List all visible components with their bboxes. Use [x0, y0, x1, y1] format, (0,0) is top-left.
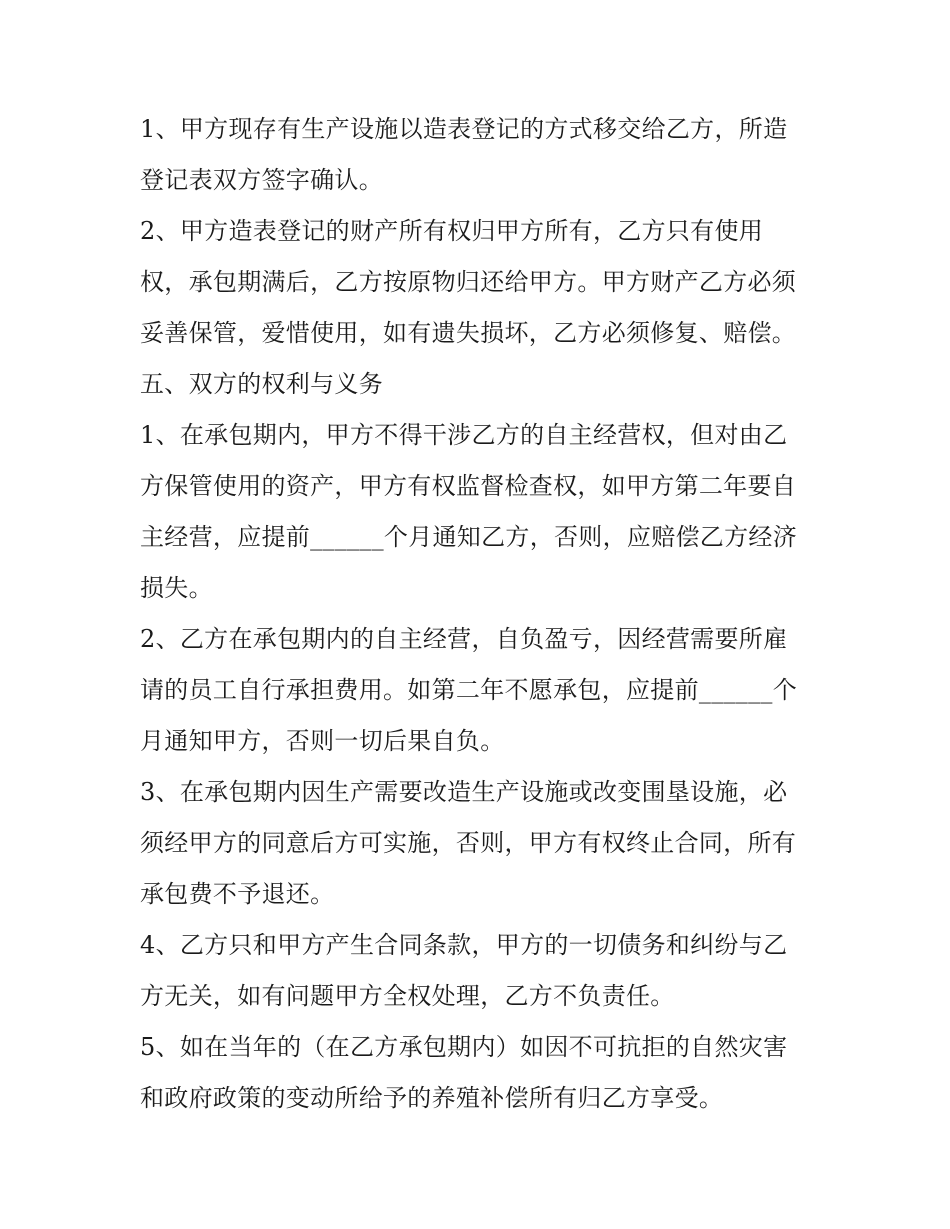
text-line: 登记表双方签字确认。 [140, 166, 383, 194]
text-line: 1、在承包期内，甲方不得干涉乙方的自主经营权，但对由乙 [140, 421, 788, 449]
text-line: 请的员工自行承担费用。如第二年不愿承包，应提前______个 [140, 676, 797, 704]
text-line: 月通知甲方，否则一切后果自负。 [140, 727, 505, 755]
text-line: 承包费不予退还。 [140, 880, 335, 908]
section-heading: 五、双方的权利与义务 [140, 370, 383, 398]
text-line: 妥善保管，爱惜使用，如有遗失损坏，乙方必须修复、赔偿。 [140, 319, 797, 347]
text-line: 方保管使用的资产，甲方有权监督检查权，如甲方第二年要自 [140, 472, 797, 500]
text-line: 4、乙方只和甲方产生合同条款，甲方的一切债务和纠纷与乙 [140, 931, 788, 959]
text-line: 3、在承包期内因生产需要改造生产设施或改变围垦设施，必 [140, 778, 788, 806]
text-line: 损失。 [140, 574, 213, 602]
text-line: 和政府政策的变动所给予的养殖补偿所有归乙方享受。 [140, 1084, 724, 1112]
text-line: 2、甲方造表登记的财产所有权归甲方所有，乙方只有使用 [140, 217, 764, 245]
text-line: 须经甲方的同意后方可实施，否则，甲方有权终止合同，所有 [140, 829, 797, 857]
text-line: 权，承包期满后，乙方按原物归还给甲方。甲方财产乙方必须 [140, 268, 797, 296]
text-line: 主经营，应提前______个月通知乙方，否则，应赔偿乙方经济 [140, 523, 797, 551]
document-body [140, 104, 830, 1124]
text-line: 2、乙方在承包期内的自主经营，自负盈亏，因经营需要所雇 [140, 625, 788, 653]
text-line: 方无关，如有问题甲方全权处理，乙方不负责任。 [140, 982, 675, 1010]
text-line: 5、如在当年的（在乙方承包期内）如因不可抗拒的自然灾害 [140, 1033, 788, 1061]
text-line: 1、甲方现存有生产设施以造表登记的方式移交给乙方，所造 [140, 115, 788, 143]
